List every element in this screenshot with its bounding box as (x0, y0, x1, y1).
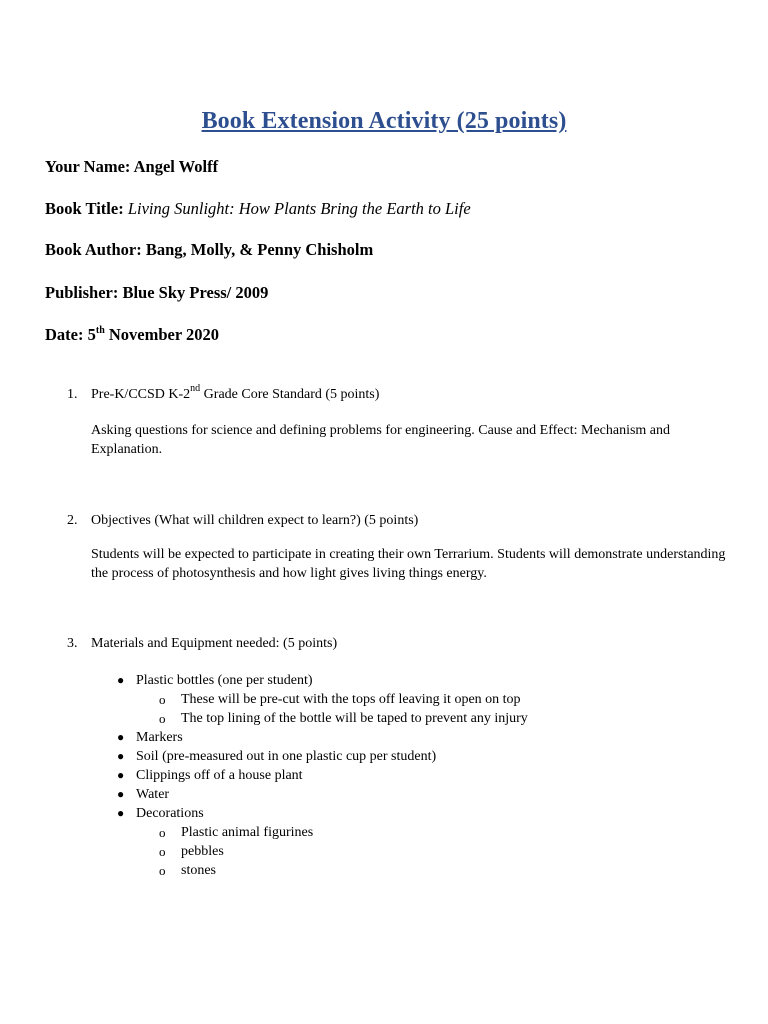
bullet-icon: ● (117, 768, 125, 782)
list-item-1-heading: 1. Pre-K/CCSD K-2nd Grade Core Standard (5 points) (67, 383, 380, 402)
bullet-icon: ● (117, 673, 125, 687)
sub-bullet-icon: o (159, 825, 166, 840)
sub-bullet-icon: o (159, 863, 166, 878)
field-publisher-label: Publisher: (45, 283, 123, 302)
material-item: ● Water (117, 787, 170, 802)
bullet-icon: ● (117, 806, 125, 820)
field-book-title-label: Book Title: (45, 199, 128, 218)
field-name-label: Your Name: (45, 157, 134, 176)
material-item: ● Markers (117, 730, 183, 745)
sub-bullet-icon: o (159, 692, 166, 707)
list-item-2-body: Students will be expected to participate in creating their own Terrarium. Students will demonstrate understanding the process of photosynthesis and how light gives living things energy. (91, 547, 726, 581)
sub-bullet-icon: o (159, 711, 166, 726)
bullet-icon: ● (117, 730, 125, 744)
field-book-title-value: Living Sunlight: How Plants Bring the Earth to Life (127, 199, 471, 218)
material-sub-item: o pebbles (159, 844, 224, 859)
material-sub-item: o These will be pre-cut with the tops off leaving it open on top (159, 692, 521, 707)
bullet-icon: ● (117, 749, 125, 763)
document-title: Book Extension Activity (25 points) (201, 108, 567, 134)
field-author (45, 240, 373, 260)
list-item-2-heading: 2. Objectives (What will children expect to learn?) (5 points) (67, 513, 419, 528)
material-item: ● Soil (pre-measured out in one plastic cup per student) (117, 749, 437, 764)
field-date-value: 5th November 2020 (87, 324, 220, 344)
bullet-icon: ● (117, 787, 125, 801)
field-author-value: Bang, Molly, & Penny Chisholm (145, 240, 374, 259)
field-publisher (45, 283, 268, 303)
material-item: ● Decorations (117, 806, 204, 821)
field-publisher-value: Blue Sky Press/ 2009 (122, 283, 269, 302)
material-sub-item: o stones (159, 863, 216, 878)
field-date (45, 325, 219, 345)
material-item: ● Clippings off of a house plant (117, 768, 303, 783)
list-item-1-body: Asking questions for science and defining problems for engineering. Cause and Effect: Mechanism and Explanation. (91, 423, 671, 457)
material-sub-item: o The top lining of the bottle will be taped to prevent any injury (159, 711, 528, 726)
field-author-label: Book Author: (45, 240, 146, 259)
field-name-value: Angel Wolff (133, 157, 219, 176)
list-item-3-heading: 3. Materials and Equipment needed: (5 points) (67, 636, 338, 651)
material-item: ● Plastic bottles (one per student) (117, 673, 313, 688)
sub-bullet-icon: o (159, 844, 166, 859)
field-name (45, 157, 218, 177)
material-sub-item: o Plastic animal figurines (159, 825, 314, 840)
field-book-title (45, 199, 471, 219)
field-date-label: Date: (45, 325, 88, 344)
